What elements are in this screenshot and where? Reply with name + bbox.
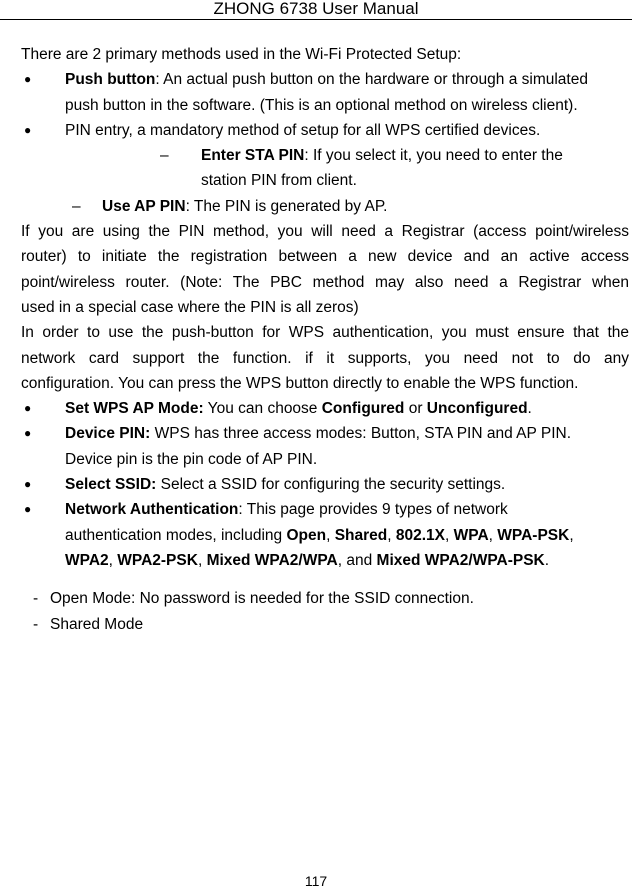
setting-option: Configured	[321, 400, 405, 418]
pin-option-text: : The PIN is generated by AP.	[185, 197, 388, 215]
bullet-icon: ●	[24, 401, 32, 416]
dash-icon: –	[160, 147, 169, 165]
separator: ,	[569, 526, 574, 544]
setting-label: Set WPS AP Mode:	[65, 400, 204, 418]
pin-option-label: Enter STA PIN	[201, 147, 305, 165]
auth-mode: Mixed WPA2/WPA	[206, 551, 338, 569]
separator: ,	[488, 526, 498, 544]
paragraph-line: configuration. You can press the WPS button directly to enable the WPS function.	[21, 374, 579, 392]
mode-text: Shared Mode	[50, 615, 144, 633]
setting-text: .	[527, 400, 532, 418]
auth-mode: Open	[286, 526, 327, 544]
intro-text: There are 2 primary methods used in the Wi-Fi Protected Setup:	[21, 46, 462, 63]
bullet-icon: ●	[24, 477, 32, 492]
page-number: 117	[304, 873, 328, 889]
mode-shared	[21, 612, 629, 637]
bullet-icon: ●	[24, 426, 32, 441]
separator: , and	[337, 551, 377, 569]
setting-device-pin	[21, 421, 629, 472]
paragraph-line: If you are using the PIN method, you will need a Registrar (access point/wireless	[21, 223, 629, 241]
separator: ,	[108, 551, 118, 569]
setting-text: Select a SSID for configuring the security settings.	[156, 476, 506, 494]
page-header: ZHONG 6738 User Manual	[213, 0, 419, 18]
setting-text: authentication modes, including	[65, 526, 287, 544]
separator: .	[544, 551, 550, 569]
pin-option-text: : If you select it, you need to enter the	[304, 147, 563, 165]
auth-mode: WPA2-PSK	[117, 551, 198, 569]
mode-text: Open Mode: No password is needed for the SSID connection.	[50, 590, 474, 608]
setting-option: Unconfigured	[426, 400, 528, 418]
paragraph-line: In order to use the push-button for WPS authentication, you must ensure that the	[21, 324, 629, 342]
pin-option-sta	[21, 143, 629, 194]
paragraph-registrar	[21, 219, 629, 320]
pin-option-ap	[21, 194, 629, 219]
separator: ,	[445, 526, 454, 544]
pin-option-label: Use AP PIN	[102, 197, 186, 215]
dash-marker: -	[33, 590, 39, 608]
dash-marker: -	[33, 615, 39, 633]
auth-mode: 802.1X	[395, 526, 446, 544]
bullet-icon: ●	[24, 502, 32, 517]
bullet-icon: ●	[24, 122, 32, 137]
setting-text: or	[404, 400, 427, 418]
method-pin-entry	[21, 118, 629, 143]
header-divider	[0, 19, 632, 20]
setting-label: Device PIN:	[65, 425, 151, 443]
document-body	[21, 42, 629, 637]
setting-network-auth	[21, 497, 629, 573]
auth-mode: Shared	[334, 526, 388, 544]
paragraph-line: router) to initiate the registration between a new device and an active access	[21, 248, 629, 266]
setting-text: You can choose	[203, 400, 322, 418]
auth-mode: WPA2	[65, 551, 109, 569]
paragraph-line: network card support the function. if it supports, you need not to do any	[21, 349, 629, 367]
paragraph-line: point/wireless router. (Note: The PBC method may also need a Registrar when	[21, 273, 629, 291]
pin-option-text: station PIN from client.	[201, 172, 357, 190]
setting-select-ssid	[21, 472, 629, 497]
setting-label: Network Authentication	[65, 501, 239, 519]
auth-mode: WPA	[453, 526, 489, 544]
dash-icon: –	[72, 197, 81, 215]
method-text: PIN entry, a mandatory method of setup for all WPS certified devices.	[65, 121, 541, 139]
setting-text: WPS has three access modes: Button, STA PIN and AP PIN.	[150, 425, 572, 443]
setting-text: Device pin is the pin code of AP PIN.	[65, 450, 318, 468]
method-text: : An actual push button on the hardware or through a simulated	[155, 71, 588, 89]
spacer	[21, 573, 629, 586]
paragraph-push-button	[21, 320, 629, 396]
setting-wps-mode	[21, 396, 629, 421]
bullet-icon: ●	[24, 72, 32, 87]
method-label: Push button	[65, 71, 156, 89]
method-push-button	[21, 67, 629, 118]
setting-label: Select SSID:	[65, 476, 157, 494]
auth-mode: Mixed WPA2/WPA-PSK	[376, 551, 545, 569]
separator: ,	[197, 551, 207, 569]
mode-open	[21, 586, 629, 611]
separator: ,	[326, 526, 335, 544]
method-text: push button in the software. (This is an optional method on wireless client).	[65, 96, 578, 114]
separator: ,	[387, 526, 396, 544]
auth-mode: WPA-PSK	[497, 526, 570, 544]
paragraph-line: used in a special case where the PIN is all zeros)	[21, 298, 359, 316]
setting-text: : This page provides 9 types of network	[238, 501, 508, 519]
